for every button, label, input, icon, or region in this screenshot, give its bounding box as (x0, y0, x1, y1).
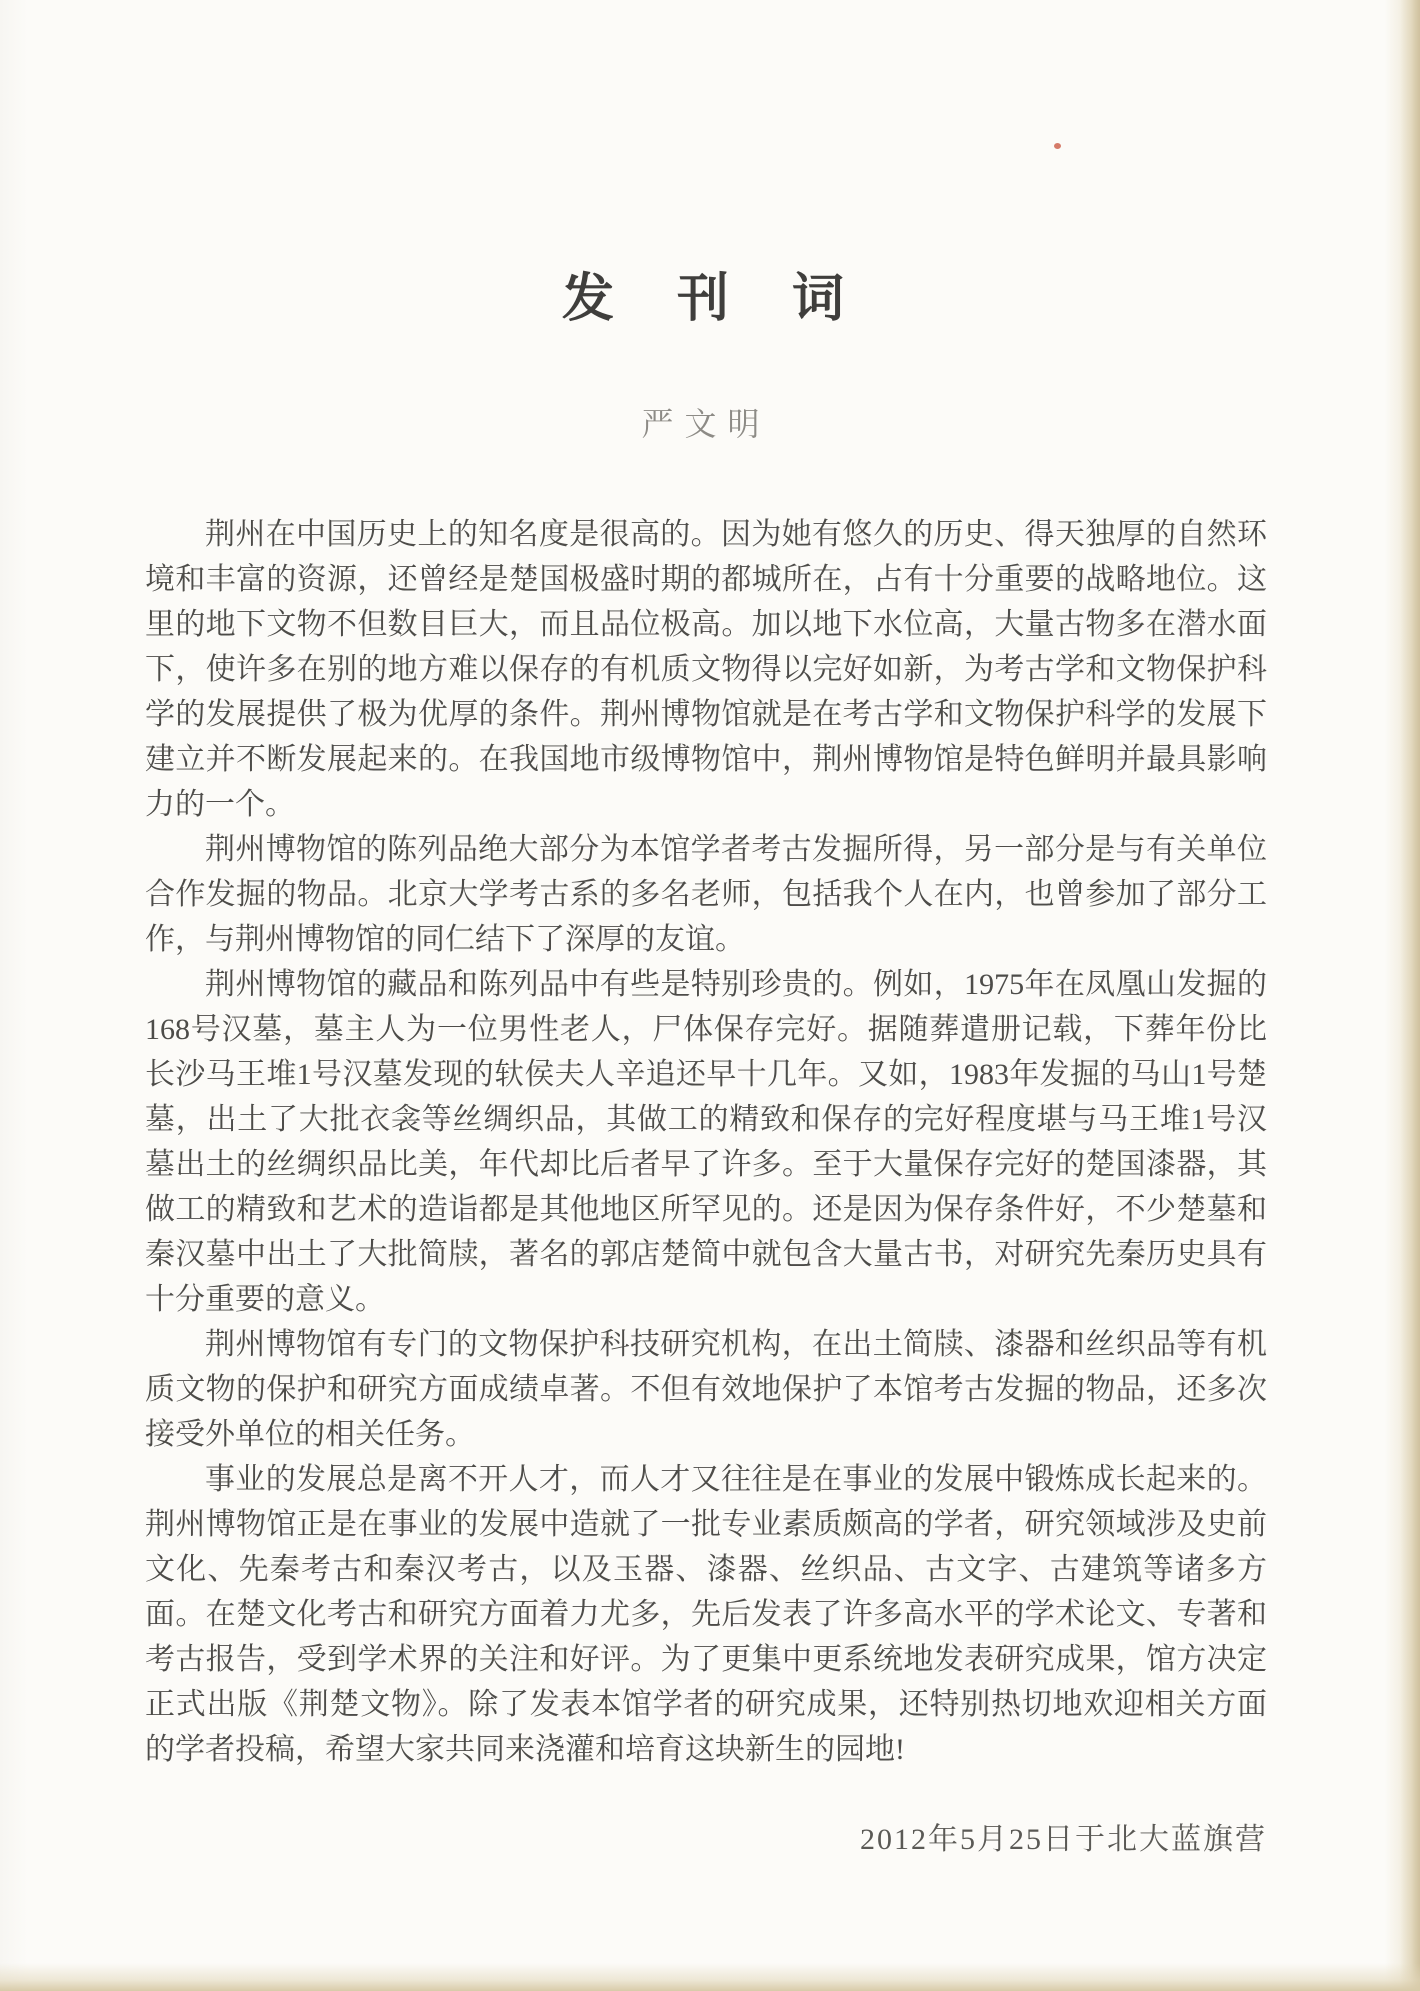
page-edge-right (1400, 0, 1420, 1991)
paragraph-3: 荆州博物馆的藏品和陈列品中有些是特别珍贵的。例如，1975年在凤凰山发掘的168号汉墓，墓主人为一位男性老人，尸体保存完好。据随葬遣册记载，下葬年份比长沙马王堆1号汉墓发现的轪侯夫人辛追还早十几年。又如，1983年发掘的马山1号楚墓，出土了大批衣衾等丝绸织品，其做工的精致和保存的完好程度堪与马王堆1号汉墓出土的丝绸织品比美，年代却比后者早了许多。至于大量保存完好的楚国漆器，其做工的精致和艺术的造诣都是其他地区所罕见的。还是因为保存条件好，不少楚墓和秦汉墓中出土了大批简牍，著名的郭店楚简中就包含大量古书，对研究先秦历史具有十分重要的意义。 (145, 968, 1267, 1316)
article-body (145, 512, 1267, 1772)
paragraph-2: 荆州博物馆的陈列品绝大部分为本馆学者考古发掘所得，另一部分是与有关单位合作发掘的物品。北京大学考古系的多名老师，包括我个人在内，也曾参加了部分工作，与荆州博物馆的同仁结下了深厚的友谊。 (145, 833, 1267, 956)
paragraph-1: 荆州在中国历史上的知名度是很高的。因为她有悠久的历史、得天独厚的自然环境和丰富的资源，还曾经是楚国极盛时期的都城所在，占有十分重要的战略地位。这里的地下文物不但数目巨大，而且品位极高。加以地下水位高，大量古物多在潜水面下，使许多在别的地方难以保存的有机质文物得以完好如新，为考古学和文物保护科学的发展提供了极为优厚的条件。荆州博物馆就是在考古学和文物保护科学的发展下建立并不断发展起来的。在我国地市级博物馆中，荆州博物馆是特色鲜明并最具影响力的一个。 (145, 518, 1267, 821)
dateline: 2012年5月25日于北大蓝旗营 (860, 1823, 1267, 1856)
page-edge-bottom (0, 1963, 1420, 1991)
paragraph-4: 荆州博物馆有专门的文物保护科技研究机构，在出土简牍、漆器和丝织品等有机质文物的保护和研究方面成绩卓著。不但有效地保护了本馆考古发掘的物品，还多次接受外单位的相关任务。 (145, 1328, 1267, 1451)
author-name: 严文明 (641, 406, 771, 442)
scan-speck (1054, 143, 1061, 149)
page-title: 发 刊 词 (561, 271, 850, 328)
paragraph-5: 事业的发展总是离不开人才，而人才又往往是在事业的发展中锻炼成长起来的。荆州博物馆正是在事业的发展中造就了一批专业素质颇高的学者，研究领域涉及史前文化、先秦考古和秦汉考古，以及玉器、漆器、丝织品、古文字、古建筑等诸多方面。在楚文化考古和研究方面着力尤多，先后发表了许多高水平的学术论文、专著和考古报告，受到学术界的关注和好评。为了更集中更系统地发表研究成果，馆方决定正式出版《荆楚文物》。除了发表本馆学者的研究成果，还特别热切地欢迎相关方面的学者投稿，希望大家共同来浇灌和培育这块新生的园地! (145, 1463, 1267, 1766)
